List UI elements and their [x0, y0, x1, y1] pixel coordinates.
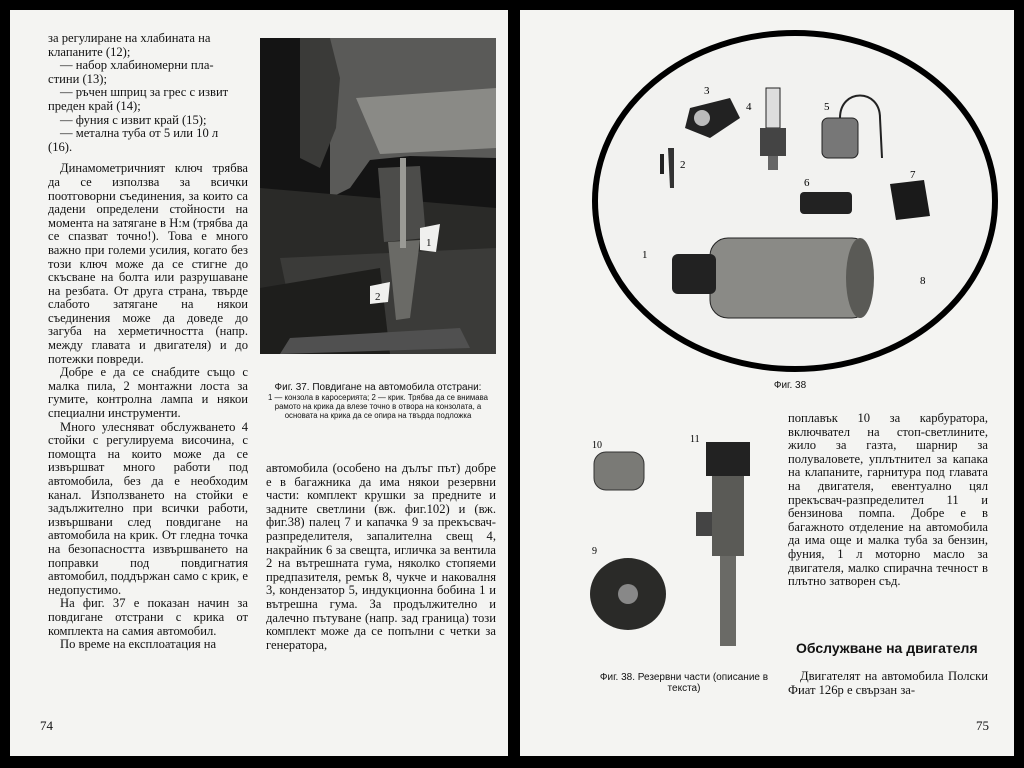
fig38-top-label-4: 4: [746, 101, 752, 113]
fig38-bottom-label-11: 11: [690, 434, 700, 445]
fig38-top-label-3: 3: [704, 85, 710, 97]
page-number-right: 75: [976, 718, 989, 733]
fig38-top-label-7: 7: [910, 169, 916, 181]
col1-paragraph-3: Добре е да се снабдите също с малка пила, 2 монтажни лоста за гумите, контролна лампа и някои специални инструменти.: [48, 365, 248, 421]
fig38-top-label-1: 1: [642, 249, 648, 261]
fig37-photo: [260, 38, 496, 354]
fig38-top-label-2: 2: [680, 159, 686, 171]
fig37-label-2: 2: [375, 291, 381, 303]
car-jack-photo-image: [260, 38, 496, 354]
left-page: [10, 10, 508, 756]
col1-line-7: — фуния с извит край (15);: [60, 112, 207, 127]
col1-line-4: стини (13);: [48, 71, 107, 86]
fig38-bottom-illustration: [586, 422, 782, 668]
col1-line-2: клапаните (12);: [48, 44, 131, 59]
right-page: [520, 10, 1014, 756]
col1-line-8: — метална туба от 5 или 10 л: [60, 126, 219, 141]
right-column-2: [788, 670, 988, 697]
fig38-top-illustration: [590, 28, 1000, 374]
right-paragraph-2: Двигателят на автомобила Полски Фиат 126р е свързан за-: [788, 669, 988, 697]
section-heading: Обслужване на двигателя: [796, 640, 978, 656]
fig37-label-1: 1: [426, 237, 432, 249]
page-number-left: 74: [40, 718, 53, 733]
col1-line-1: за регулиране на хлабината на: [48, 31, 211, 45]
col1-line-6: преден край (14);: [48, 98, 141, 113]
left-column-2: [266, 462, 496, 652]
col1-line-9: (16).: [48, 139, 73, 154]
col1-line-3: — набор хлабиномерни пла-: [60, 58, 214, 73]
fig38-bottom-label-10: 10: [592, 440, 602, 451]
right-column: [788, 412, 988, 589]
fig37-caption-sub: 1 — конзола в каросерията; 2 — крик. Трябва да се внимава рамото на крика да влезе точно в отвора на конзолата, а основата на крика да се опира на твърда подложка: [268, 393, 488, 420]
col1-paragraph-6: По време на експлоатация на: [60, 637, 217, 652]
fig38-bottom-caption: Фиг. 38. Резервни части (описание в текста): [599, 672, 769, 694]
col1-paragraph-2: Динамометричният ключ трябва да се използва за всички поотговорни съединения, за които са дадени определени стойности на момента на затягане в Н:м (трябва да се спазват точно!). Това е много важно при големи усилия, когато без този ключ може да се стигне до скъсване на болта или разрушаване на резбата. От друга страна, твърде слабото затягане на някои съединения може да доведе до загуба на херметичността (напр. между главата и двигателя) и до потежки повреди.: [48, 161, 248, 366]
fig38-top-label-8: 8: [920, 275, 926, 287]
col1-line-5: — ръчен шприц за грес с извит: [60, 85, 229, 100]
fig37-caption-title: Фиг. 37. Повдигане на автомобила отстрани:: [274, 382, 482, 393]
right-paragraph-1: поплавък 10 за карбуратора, включвател на стоп-светлините, жило за газта, шарнир за полуваловете, уплътнител за капака на клапаните, гарнитура под главата на двигателя, евентуално цял прекъсвач-разпределител 11 и бензинова помпа. Добре е в багажното отделение на автомобила да има още и малка туба за бензин, фуния, 1 л моторно масло за двигателя, малко спирачна течност в плътно затворен съд.: [788, 411, 988, 589]
col1-paragraph-4: Много улесняват обслужването 4 стойки с регулируема височина, с помощта на които може да се извършват много работи под автомобила, без да е необходим канал. Използването на стойки е задължително при всички работи, извършвани след повдигане на автомобила на крик. От гледна точка на безопасността извършването на поправки под повдигнатия автомобил, поддържан само с крик, е недопустимо.: [48, 419, 248, 597]
fig37-caption: [260, 382, 496, 420]
left-column-1: [48, 32, 248, 652]
fig38-top-label-5: 5: [824, 101, 830, 113]
col1-paragraph-5: На фиг. 37 е показан начин за повдигане отстрани с крика от комплекта на самия автомобил.: [48, 596, 248, 638]
book-gutter: [508, 0, 520, 768]
col2-paragraph-1: автомобила (особено на дълъг път) добре е в багажника да има някои резервни части: комплект крушки за предните и задните светлини (вж. фиг.102) и (вж. фиг.38) палец 7 и капачка 9 за прекъсвач-разпределителя, запалителна свещ 4, накрайник 6 за свещта, игличка за вентила 2 на вътрешната гума, няколко стопяеми предпазителя, ремък 8, чукче и наковалня 3, кондензатор 5, индукционна бобина 1 и вътрешна гума. За продължително и далечно пътуване (напр. зад граница) този комплект може да се попълни с четки за генератора,: [266, 461, 496, 652]
fig38-top-label-6: 6: [804, 177, 810, 189]
fig38-top-caption: Фиг. 38: [773, 380, 807, 391]
fig38-bottom-label-9: 9: [592, 546, 597, 557]
